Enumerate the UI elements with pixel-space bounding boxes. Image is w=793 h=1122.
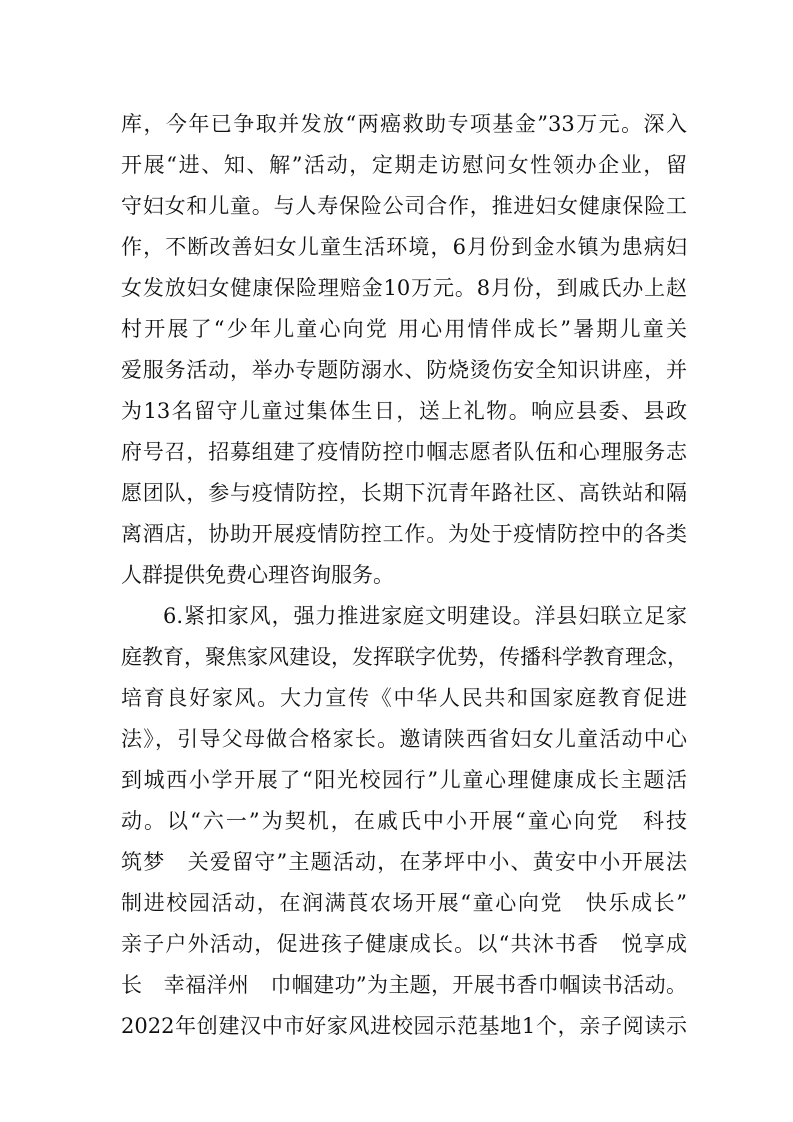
text-line: 愿团队，参与疫情防控，长期下沉青年路社区、高铁站和隔	[121, 481, 687, 505]
text-line: 筑梦 关爱留守”主题活动，在茅坪中小、黄安中小开展法	[121, 850, 687, 874]
text-line: 人群提供免费心理咨询服务。	[121, 563, 394, 587]
text-line: 法》，引导父母做合格家长。邀请陕西省妇女儿童活动中心	[121, 727, 687, 751]
text-line: 女发放妇女健康保险理赔金10万元。8月份，到戚氏办上赵	[121, 276, 687, 300]
text-line: 动。以“六一”为契机，在戚氏中小开展“童心向党 科技	[121, 809, 687, 833]
text-line: 为13名留守儿童过集体生日，送上礼物。响应县委、县政	[121, 399, 687, 423]
text-line: 府号召，招募组建了疫情防控巾帼志愿者队伍和心理服务志	[121, 440, 687, 464]
text-line: 2022年创建汉中市好家风进校园示范基地1个，亲子阅读示	[121, 1014, 687, 1038]
text-line: 守妇女和儿童。与人寿保险公司合作，推进妇女健康保险工	[121, 194, 687, 218]
text-line: 村开展了“少年儿童心向党 用心用情伴成长”暑期儿童关	[121, 317, 687, 341]
text-line: 制进校园活动，在润满莨农场开展“童心向党 快乐成长”	[121, 891, 687, 915]
text-line: 离酒店，协助开展疫情防控工作。为处于疫情防控中的各类	[121, 522, 687, 546]
text-line: 到城西小学开展了“阳光校园行”儿童心理健康成长主题活	[121, 768, 687, 792]
text-line: 亲子户外活动，促进孩子健康成长。以“共沐书香 悦享成	[121, 932, 687, 956]
text-line: 库，今年已争取并发放“两癌救助专项基金”33万元。深入	[121, 112, 687, 136]
text-line: 爱服务活动，举办专题防溺水、防烧烫伤安全知识讲座，并	[121, 358, 687, 382]
text-line: 庭教育，聚焦家风建设，发挥联字优势，传播科学教育理念，	[121, 645, 688, 669]
text-line: 长 幸福洋州 巾帼建功”为主题，开展书香巾帼读书活动。	[121, 973, 687, 997]
text-line: 作，不断改善妇女儿童生活环境，6月份到金水镇为患病妇	[121, 235, 687, 259]
text-line: 开展“进、知、解”活动，定期走访慰问女性领办企业，留	[121, 153, 687, 177]
section-heading-line: 6.紧扣家风，强力推进家庭文明建设。洋县妇联立足家	[163, 604, 687, 628]
text-line: 培育良好家风。大力宣传《中华人民共和国家庭教育促进	[121, 686, 687, 710]
